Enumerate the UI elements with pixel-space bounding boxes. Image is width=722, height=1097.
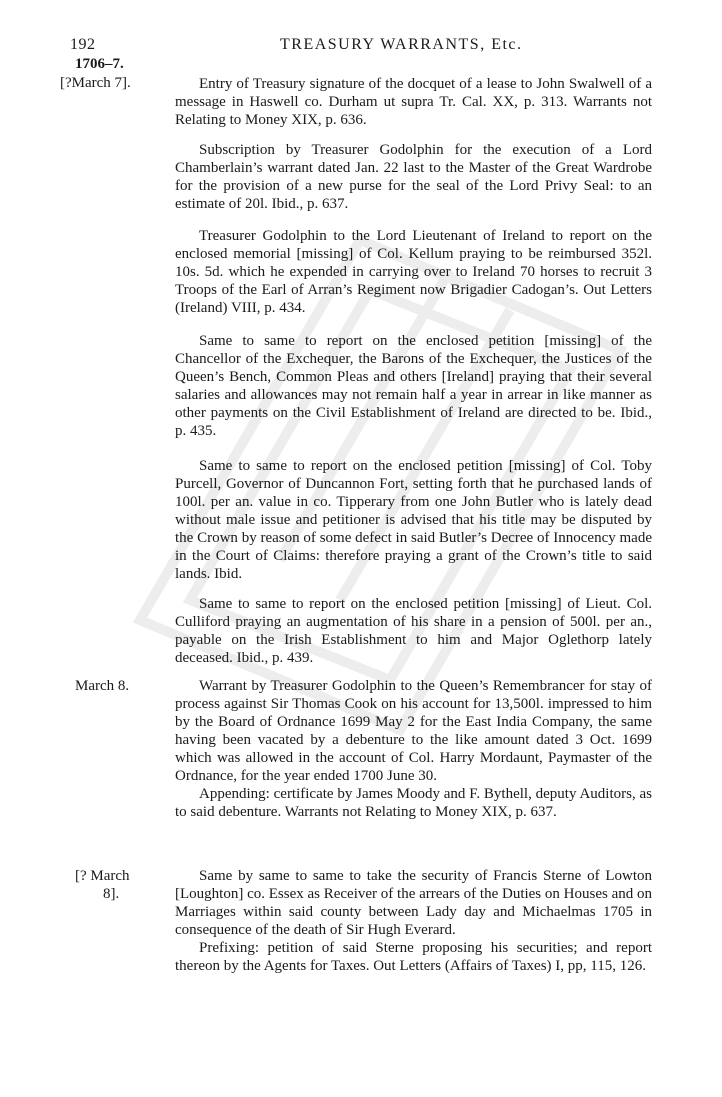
margin-date: [?March 7]. <box>60 75 131 91</box>
entry <box>175 141 652 213</box>
entry <box>175 595 652 667</box>
entry-text: Entry of Treasury signature of the docquet of a lease to John Swalwell of a message in Haswell co. Durham ut supra Tr. Cal. XX, p. 313. Warrants not Relating to Money XIX, p. 636. <box>175 76 652 128</box>
entry-text: Subscription by Treasurer Godolphin for the execution of a Lord Chamberlain’s warrant dated Jan. 22 last to the Master of the Great Wardrobe for the provision of a new purse for the seal of the Lord Privy Seal: to an estimate of 20l. Ibid., p. 637. <box>175 142 652 212</box>
year-label: 1706–7. <box>75 56 124 72</box>
entry <box>175 457 652 583</box>
entry-text: Same to same to report on the enclosed petition [missing] of Lieut. Col. Culliford praying an augmentation of his share in a pension of 500l. per an., payable on the Irish Establishment to him and Major Oglethorp lately deceased. Ibid., p. 439. <box>175 596 652 666</box>
margin-date: March 8. <box>75 678 130 694</box>
entry <box>175 332 652 440</box>
entry-appendix: Prefixing: petition of said Sterne proposing his securities; and report thereon by the Agents for Taxes. Out Letters (Affairs of Taxes) I, pp, 115, 126. <box>175 940 652 974</box>
entry <box>175 227 652 317</box>
running-head: TREASURY WARRANTS, Etc. <box>280 36 523 53</box>
entry-appendix: Appending: certificate by James Moody and F. Bythell, deputy Auditors, as to said debenture. Warrants not Relating to Money XIX, p. 637. <box>175 786 652 820</box>
entry-text: Same by same to same to take the security of Francis Sterne of Lowton [Loughton] co. Essex as Receiver of the arrears of the Duties on Houses and on Marriages within said county between Lady day and Michaelmas 1705 in consequence of the death of Sir Hugh Everard. <box>175 868 652 938</box>
entry-text: Treasurer Godolphin to the Lord Lieutenant of Ireland to report on the enclosed memorial [missing] of Col. Kellum praying to be reimbursed 352l. 10s. 5d. which he expended in carrying over to Ireland 70 horses to recruit 3 Troops of the Earl of Arran’s Regiment now Brigadier Cadogan’s. Out Letters (Ireland) VIII, p. 434. <box>175 228 652 316</box>
entry-text: Warrant by Treasurer Godolphin to the Queen’s Remembrancer for stay of process against Sir Thomas Cook on his account for 13,500l. impressed to him by the Board of Ordnance 1699 May 2 for the East India Company, the same having been vacated by a debenture to the like amount dated 3 Oct. 1699 which was allowed in the account of Col. Harry Mordaunt, Paymaster of the Ordnance, for the year ended 1700 June 30. <box>175 678 652 784</box>
entry-text: Same to same to report on the enclosed petition [missing] of the Chancellor of the Exchequer, the Barons of the Exchequer, the Justices of the Queen’s Bench, Common Pleas and others [Ireland] praying that their several salaries and allowances may not remain half a year in arrear in like manner as other payments on the Civil Establishment of Ireland are directed to be. Ibid., p. 435. <box>175 333 652 439</box>
entry <box>175 677 652 821</box>
entry <box>175 75 652 129</box>
entry <box>175 867 652 975</box>
page-number: 192 <box>70 36 96 53</box>
margin-date: [? March <box>75 868 130 884</box>
margin-date: 8]. <box>103 886 120 902</box>
entry-text: Same to same to report on the enclosed petition [missing] of Col. Toby Purcell, Governor of Duncannon Fort, setting forth that he purchased lands of 100l. per an. value in co. Tipperary from one John Butler who is lately dead without male issue and petitioner is advised that his title may be disputed by the Crown by reason of some defect in said Butler’s Decree of Innocency made in the Court of Claims: therefore praying a grant of the Crown’s title to said lands. Ibid. <box>175 458 652 582</box>
